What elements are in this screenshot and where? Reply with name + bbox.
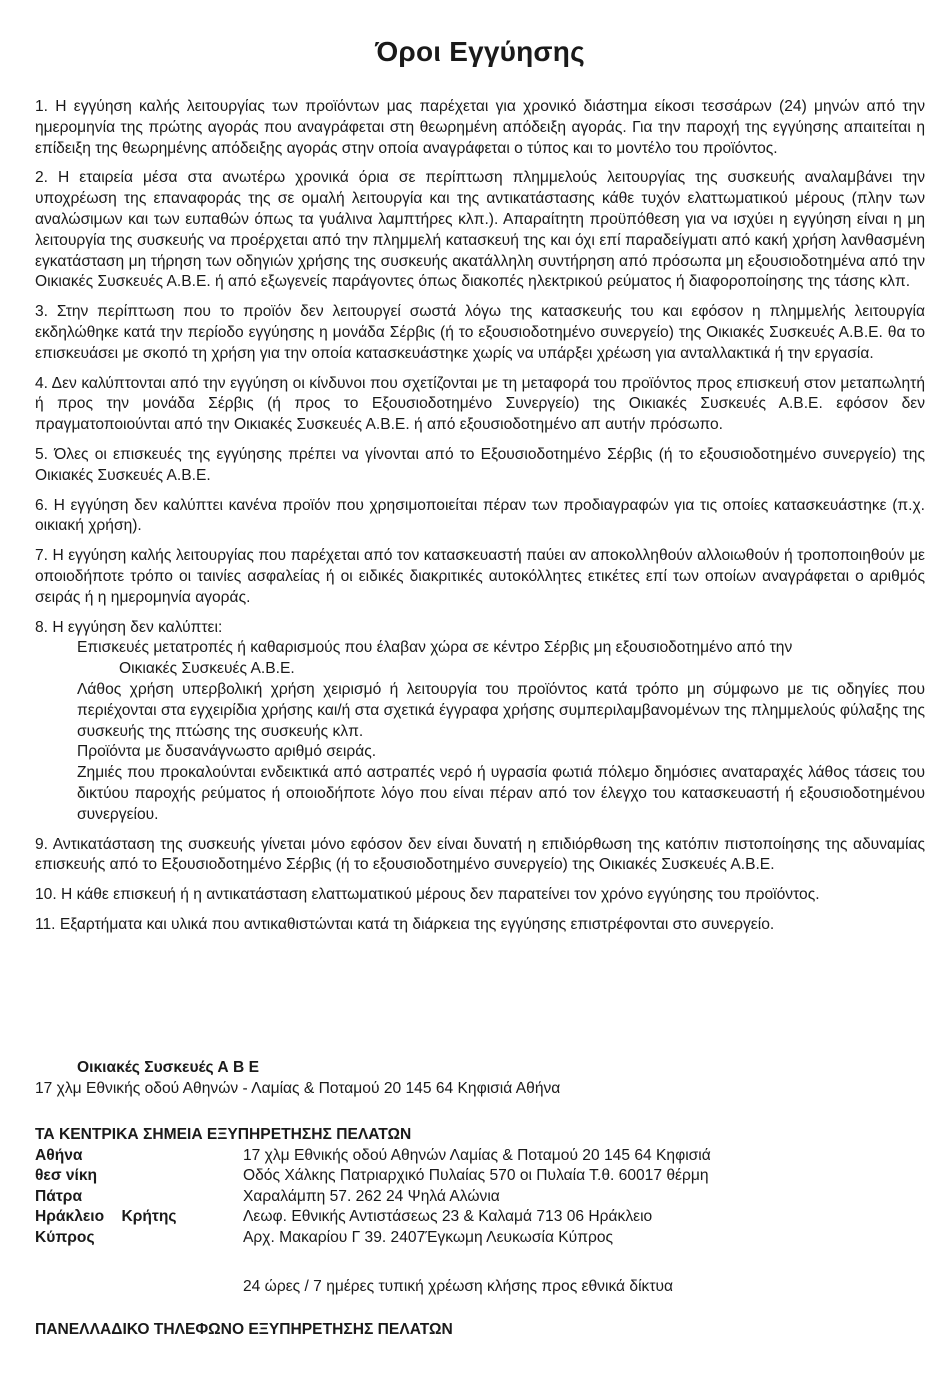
service-location	[35, 1207, 925, 1228]
term-10: 10. Η κάθε επισκευή ή η αντικατάσταση ελαττωματικού μέρους δεν παρατείνει τον χρόνο εγγύησης του προϊόντος.	[35, 886, 820, 904]
term-8-item-4: Ζημιές που προκαλούνται ενδεικτικά από αστραπές νερό ή υγρασία φωτιά πόλεμο δημόσιες αναταραχές λάθος τάσεις του δικτύου παροχής ρεύματος ή οποιοδήποτε λόγο που είναι πέραν από τον έλεγχο του κατασκευαστή ή εξουσιοδοτημένου συνεργείου.	[77, 764, 925, 823]
service-heading: ΤΑ ΚΕΝΤΡΙΚΑ ΣΗΜΕΙΑ ΕΞΥΠΗΡΕΤΗΣΗΣ ΠΕΛΑΤΩΝ	[35, 1126, 412, 1143]
warranty-terms	[35, 97, 925, 945]
location-address: Αρχ. Μακαρίου Γ 39. 2407Έγκωμη Λευκωσία Κύπρος	[243, 1228, 614, 1246]
term-7: 7. Η εγγύηση καλής λειτουργίας που παρέχεται από τον κατασκευαστή παύει αν αποκολληθούν αλλοιωθούν ή τροποποιηθούν με οποιοδήποτε τρόπο οι ταινίες ασφαλείας ή οι ειδικές διακριτικές αυτοκόλλητες ετικέτες επί των οποίων αναγράφεται ο αριθμός σειράς ή η ημερομηνία αγοράς.	[35, 547, 925, 606]
location-city: θεσ νίκη	[35, 1167, 98, 1185]
term-4: 4. Δεν καλύπτονται από την εγγύηση οι κίνδυνοι που σχετίζονται με τη μεταφορά του προϊόντος προς επισκευή στον μεταπωλητή ή προς την μονάδα Σέρβις (ή προς το Εξουσιοδοτημένο Συνεργείο) της Οικιακές Συσκευές Α.Β.Ε. εφόσον δεν πραγματοποιούνται από την Οικιακές Συσκευές Α.Β.Ε. ή από εξουσιοδοτημένο απ αυτήν πρόσωπο.	[35, 374, 925, 434]
term-8-item-2: Λάθος χρήση υπερβολική χρήση χειρισμό ή λειτουργία του προϊόντος κατά τρόπο μη σύμφωνο με τις οδηγίες που περιέχονται στα εγχειρίδια χρήσης και/ή στα σχετικά έγγραφα χρήσης συμπεριλαμβανομένων της πλημμελούς φύλαξης της συσκευής της πτώσης της συσκευής κλπ.	[77, 680, 925, 740]
term-1: 1. Η εγγύηση καλής λειτουργίας των προϊόντων μας παρέχεται για χρονικό διάστημα είκοσι τεσσάρων (24) μηνών από την ημερομηνία της πρώτης αγοράς που αναγράφεται στη θεωρημένη απόδειξη αγοράς. Για την παροχή της εγγύησης απαιτείται η επίδειξη της θεωρημένης απόδειξης αγοράς στην οποία αναγράφεται ο τύπος και το μοντέλο του προϊόντος.	[35, 98, 925, 157]
service-centers	[35, 1125, 925, 1249]
company-address: 17 χλμ Εθνικής οδού Αθηνών - Λαμίας & Ποταμού 20 145 64 Κηφισιά Αθήνα	[35, 1080, 561, 1097]
term-8-item-1	[35, 638, 925, 680]
term-5: 5. Όλες οι επισκευές της εγγύησης πρέπει να γίνονται από το Εξουσιοδοτημένο Σέρβις (ή το εξουσιοδοτημένο συνεργείο) της Οικιακές Συσκευές Α.Β.Ε.	[35, 445, 925, 484]
term-8-intro: 8. Η εγγύηση δεν καλύπτει:	[35, 618, 223, 636]
term-11: 11. Εξαρτήματα και υλικά που αντικαθιστώνται κατά τη διάρκεια της εγγύησης επιστρέφονται στο συνεργείο.	[35, 915, 775, 933]
company-info	[35, 1057, 925, 1099]
term-8-item-1-cont: Οικιακές Συσκευές Α.Β.Ε.	[119, 660, 295, 678]
term-6: 6. Η εγγύηση δεν καλύπτει κανένα προϊόν που χρησιμοποιείται πέραν των προδιαγραφών για τις οποίες κατασκευάστηκε (π.χ. οικιακή χρήση).	[35, 496, 925, 535]
location-address: Οδός Χάλκης Πατριαρχικό Πυλαίας 570 οι Πυλαία Τ.θ. 60017 θέρμη	[243, 1167, 709, 1185]
service-location	[35, 1187, 925, 1208]
term-2: 2. Η εταιρεία μέσα στα ανωτέρω χρονικά όρια σε περίπτωση πλημμελούς λειτουργίας της συσκευής αναλαμβάνει την υποχρέωση της επαναφοράς της σε ομαλή λειτουργία και της αντικατάστασης κάθε τυχόν ελαττωματικού μέρους (πλην των αναλώσιμων και των ευπαθών όπως τα γυάλινα λαμπτήρες κλπ.). Απαραίτητη προϋπόθεση για να ισχύει η εγγύηση είναι η μη λειτουργία της συσκευής να προέρχεται από την πλημμελή κατασκευή της και όχι επί παραδείγματι από κακή χρήση λανθασμένη εγκατάσταση μη τήρηση των οδηγιών χρήσης της συσκευής ακατάλληλη συντήρηση από πρόσωπα μη εξουσιοδοτημένα από την Οικιακές Συσκευές Α.Β.Ε. ή από εξωγενείς παράγοντες όπως διακοπές ηλεκτρικού ρεύματος ή διαφοροποίησης της τάσης κλπ.	[35, 169, 925, 291]
location-city: Ηράκλειο Κρήτης	[35, 1208, 177, 1226]
location-city: Αθήνα	[35, 1146, 83, 1164]
term-9: 9. Αντικατάσταση της συσκευής γίνεται μόνο εφόσον δεν είναι δυνατή η επιδιόρθωση της κατόπιν πιστοποίησης της αδυναμίας επισκευής από το Εξουσιοδοτημένο Σέρβις (ή το εξουσιοδοτημένο συνεργείο) της Οικιακές Συσκευές Α.Β.Ε.	[35, 835, 925, 874]
term-8-item-3: Προϊόντα με δυσανάγνωστο αριθμό σειράς.	[77, 743, 377, 761]
service-location	[35, 1146, 925, 1167]
company-name: Οικιακές Συσκευές Α Β Ε	[77, 1059, 260, 1076]
service-hours: 24 ώρες / 7 ημέρες τυπική χρέωση κλήσης προς εθνικά δίκτυα	[243, 1278, 674, 1295]
service-location	[35, 1228, 925, 1249]
page-title: Όροι Εγγύησης	[375, 36, 585, 67]
location-city: Πάτρα	[35, 1187, 83, 1205]
location-address: Χαραλάμπη 57. 262 24 Ψηλά Αλώνια	[243, 1187, 500, 1205]
term-3: 3. Στην περίπτωση που το προϊόν δεν λειτουργεί σωστά λόγω της κατασκευής του και εφόσον η πλημμελής λειτουργία εκδηλώθηκε κατά την περίοδο εγγύησης η μονάδα Σέρβις (ή το εξουσιοδοτημένο συνεργείο) της Οικιακές Συσκευές Α.Β.Ε. θα το επισκευάσει με σκοπό τη χρήση για την οποία κατασκευάστηκε χωρίς να υπάρξει χρέωση για ανταλλακτικά ή την εργασία.	[35, 303, 925, 362]
term-8	[35, 618, 925, 826]
location-city: Κύπρος	[35, 1228, 95, 1246]
term-8-item-1-text: Επισκευές μετατροπές ή καθαρισμούς που έλαβαν χώρα σε κέντρο Σέρβις μη εξουσιοδοτημένο από την	[77, 639, 793, 657]
service-location	[35, 1166, 925, 1187]
hotline-heading: ΠΑΝΕΛΛΑΔΙΚΟ ΤΗΛΕΦΩΝΟ ΕΞΥΠΗΡΕΤΗΣΗΣ ΠΕΛΑΤΩΝ	[35, 1321, 453, 1338]
location-address: 17 χλμ Εθνικής οδού Αθηνών Λαμίας & Ποταμού 20 145 64 Κηφισιά	[243, 1146, 711, 1164]
location-address: Λεωφ. Εθνικής Αντιστάσεως 23 & Καλαμά 713 06 Ηράκλειο	[243, 1208, 653, 1226]
